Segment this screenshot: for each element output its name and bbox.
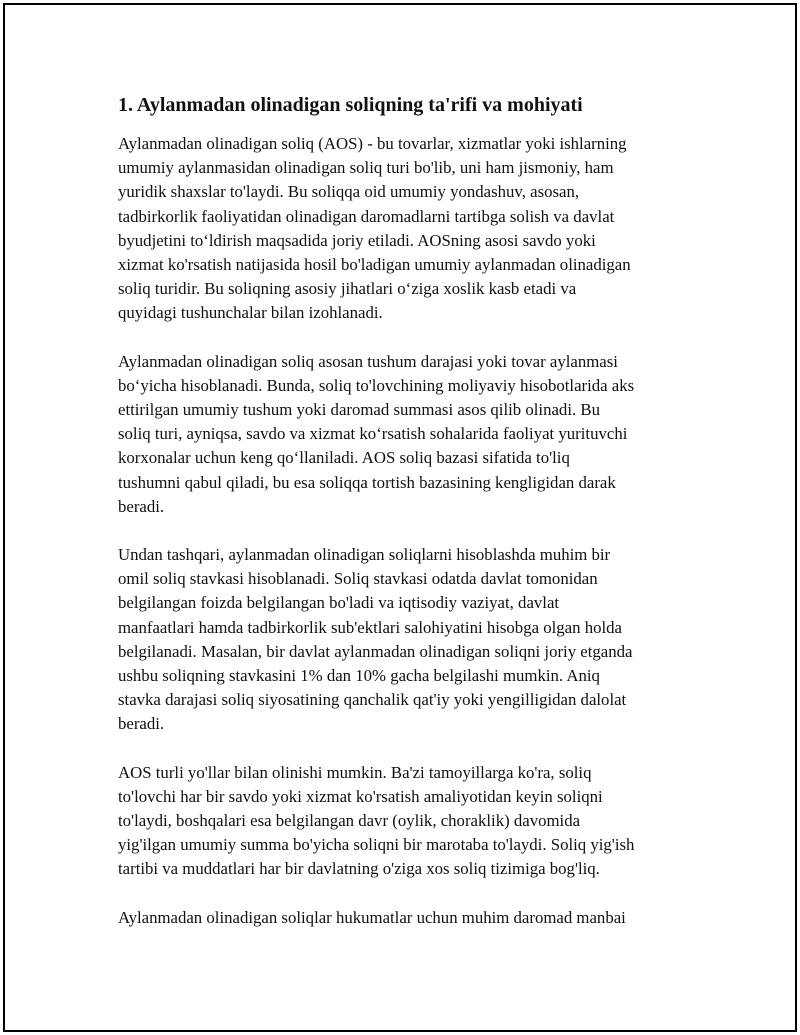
text-line: byudjetini to‘ldirish maqsadida joriy etiladi. AOSning asosi savdo yoki: [118, 230, 596, 250]
document-body: [118, 92, 708, 954]
text-line: beradi.: [118, 714, 165, 734]
text-line: Aylanmadan olinadigan soliq (AOS) - bu tovarlar, xizmatlar yoki ishlarning: [118, 134, 627, 153]
text-line: Undan tashqari, aylanmadan olinadigan soliqlarni hisoblashda muhim bir: [118, 545, 611, 565]
text-line: beradi.: [118, 496, 165, 516]
text-line: ushbu soliqning stavkasini 1% dan 10% gacha belgilashi mumkin. Aniq: [118, 666, 600, 686]
paragraph: [118, 761, 708, 882]
section-heading: 1. Aylanmadan olinadigan soliqning ta'rifi va mohiyati: [118, 94, 583, 116]
text-line: to'lovchi har bir savdo yoki xizmat ko'rsatish amaliyotidan keyin soliqni: [118, 786, 603, 806]
paragraph: [118, 906, 708, 930]
text-line: omil soliq stavkasi hisoblanadi. Soliq stavkasi odatda davlat tomonidan: [118, 569, 598, 589]
text-line: korxonalar uchun keng qo‘llaniladi. AOS soliq bazasi sifatida to'liq: [118, 448, 570, 468]
text-line: manfaatlari hamda tadbirkorlik sub'ektlari salohiyatini hisobga olgan holda: [118, 617, 622, 637]
text-line: soliq turi, ayniqsa, savdo va xizmat ko‘rsatish sohalarida faoliyat yurituvchi: [118, 424, 628, 444]
text-line: tushumni qabul qiladi, bu esa soliqqa tortish bazasining kengligidan darak: [118, 472, 616, 492]
text-line: yuridik shaxslar to'laydi. Bu soliqqa oid umumiy yondashuv, asosan,: [118, 182, 580, 202]
text-line: yig'ilgan umumiy summa bo'yicha soliqni bir marotaba to'laydi. Soliq yig'ish: [118, 835, 635, 855]
text-line: belgilangan foizda belgilangan bo'ladi va iqtisodiy vaziyat, davlat: [118, 593, 560, 613]
text-line: AOS turli yo'llar bilan olinishi mumkin. Ba'zi tamoyillarga ko'ra, soliq: [118, 762, 592, 782]
text-line: to'laydi, boshqalari esa belgilangan davr (oylik, choraklik) davomida: [118, 811, 581, 831]
text-line: Aylanmadan olinadigan soliq asosan tushum darajasi yoki tovar aylanmasi: [118, 351, 618, 371]
text-line: tartibi va muddatlari har bir davlatning o'ziga xos soliq tizimiga bog'liq.: [118, 859, 600, 879]
text-line: Aylanmadan olinadigan soliqlar hukumatlar uchun muhim daromad manbai: [118, 907, 626, 927]
text-line: umumiy aylanmasidan olinadigan soliq turi bo'lib, uni ham jismoniy, ham: [118, 158, 614, 178]
text-line: bo‘yicha hisoblanadi. Bunda, soliq to'lovchining moliyaviy hisobotlarida aks: [118, 375, 635, 395]
text-line: xizmat ko'rsatish natijasida hosil bo'ladigan umumiy aylanmadan olinadigan: [118, 255, 631, 275]
paragraph: [118, 350, 708, 519]
text-line: tadbirkorlik faoliyatidan olinadigan daromadlarni tartibga solish va davlat: [118, 206, 615, 226]
paragraph: [118, 132, 708, 326]
paragraph-list: [118, 132, 708, 930]
text-line: stavka darajasi soliq siyosatining qanchalik qat'iy yoki yengilligidan dalolat: [118, 690, 627, 710]
text-line: belgilanadi. Masalan, bir davlat aylanmadan olinadigan soliqni joriy etganda: [118, 641, 633, 661]
paragraph: [118, 543, 708, 737]
text-line: ettirilgan umumiy tushum yoki daromad summasi asos qilib olinadi. Bu: [118, 400, 600, 420]
text-line: soliq turidir. Bu soliqning asosiy jihatlari o‘ziga xoslik kasb etadi va: [118, 279, 577, 299]
text-line: quyidagi tushunchalar bilan izohlanadi.: [118, 303, 383, 323]
